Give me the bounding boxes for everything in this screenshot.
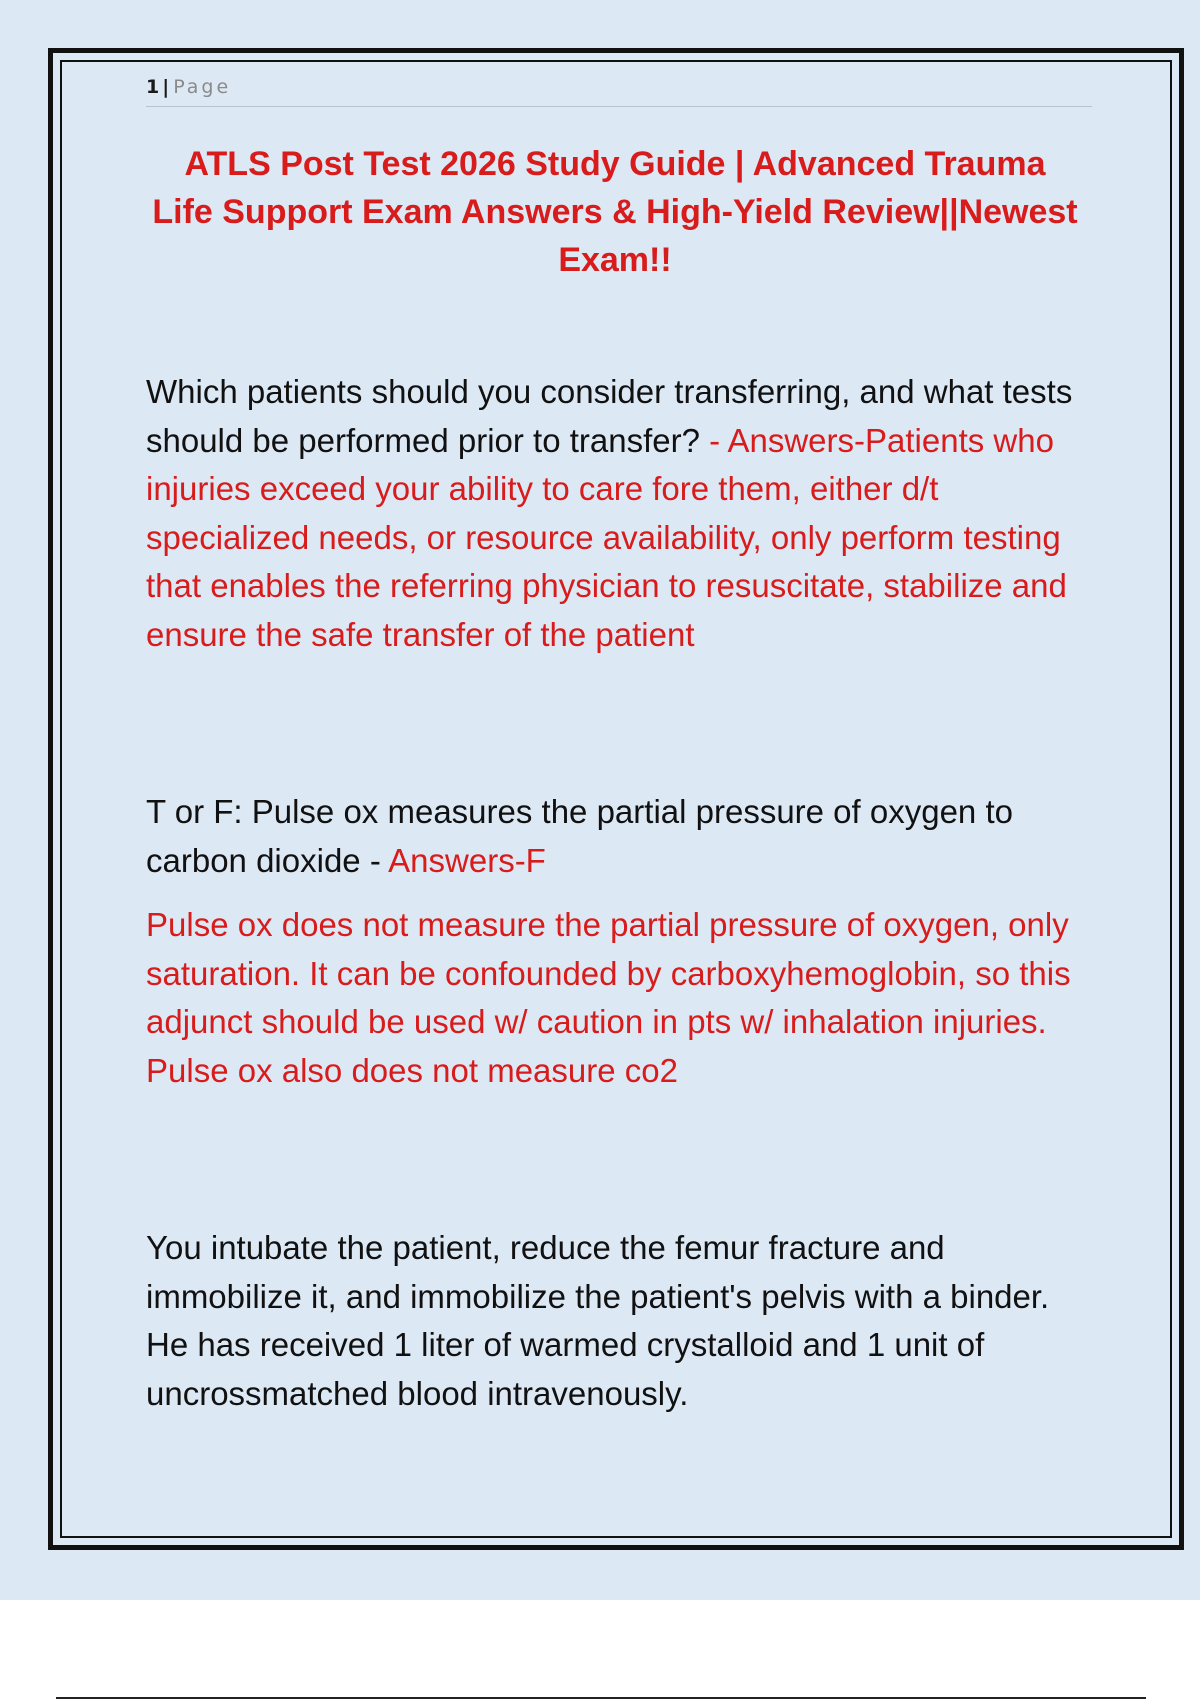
page-number: 1 — [146, 76, 160, 98]
qa-item-pulse-ox — [146, 788, 1096, 885]
answer-explanation: Pulse ox does not measure the partial pressure of oxygen, only saturation. It can be confounded by carboxyhemoglobin, so this adjunct should be used w/ caution in pts w/ inhalation injuries. Pulse ox also does not measure co2 — [146, 906, 1071, 1089]
question-text: You intubate the patient, reduce the femur fracture and immobilize it, and immobilize the patient's pelvis with a binder. He has received 1 liter of warmed crystalloid and 1 unit of uncrossmatched blood intravenously. — [146, 1229, 1050, 1412]
page-label: Page — [173, 76, 232, 98]
document-title: ATLS Post Test 2026 Study Guide | Advanced Trauma Life Support Exam Answers & High-Yield Review||Newest Exam!! — [152, 145, 1078, 279]
answer-text: - Answers-Patients who injuries exceed your ability to care fore them, either d/t specialized needs, or resource availability, only perform testing that enables the referring physician to resuscitate, stabilize and ensure the safe transfer of the patient — [146, 421, 1067, 653]
question-text: Which patients should you consider transferring, and what tests should be performed prior to transfer? — [146, 373, 1073, 459]
bottom-divider — [56, 1697, 1146, 1699]
question-text: T or F: Pulse ox measures the partial pressure of oxygen to carbon dioxide - — [146, 793, 1013, 879]
qa-item-transfer — [146, 368, 1096, 659]
answer-text: Answers-F — [388, 841, 546, 879]
page-separator: | — [162, 76, 170, 98]
qa-item-scenario — [146, 1224, 1096, 1418]
page-header — [146, 74, 1092, 107]
